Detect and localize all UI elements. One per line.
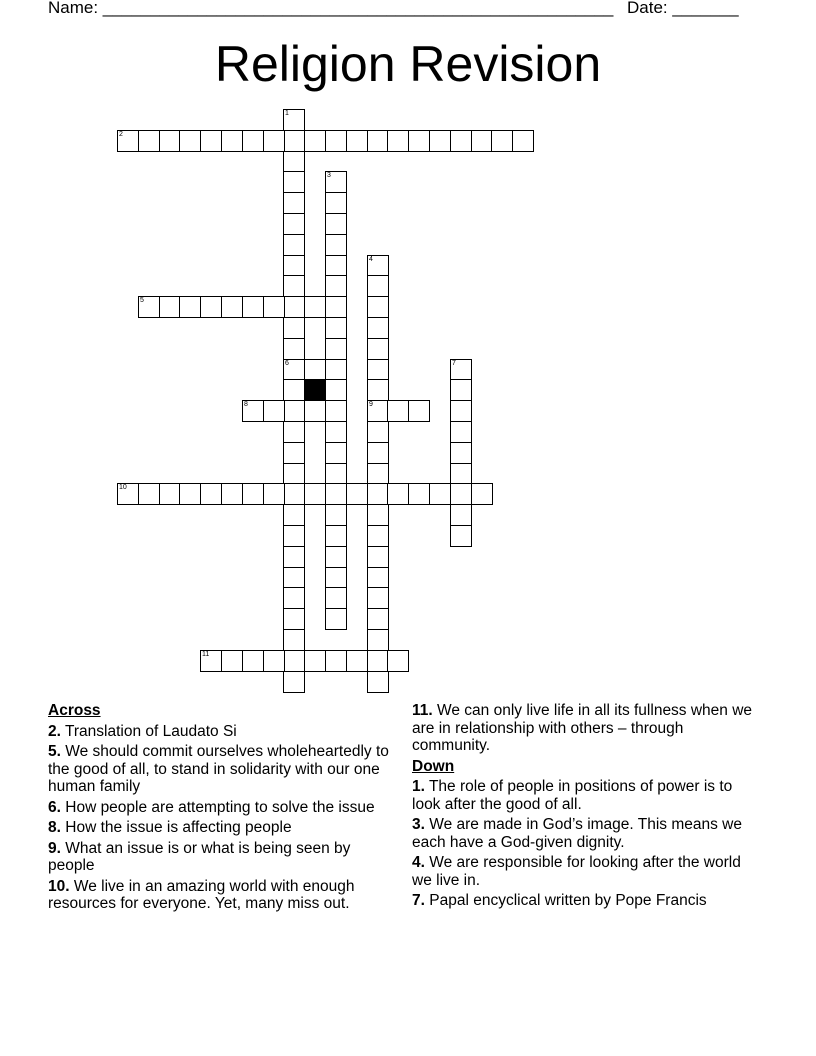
grid-cell[interactable] <box>283 151 305 173</box>
cell-number: 4 <box>369 256 373 263</box>
clue-text: We are responsible for looking after the world we live in. <box>412 854 741 889</box>
grid-cell[interactable] <box>450 130 472 152</box>
grid-cell[interactable] <box>387 483 409 505</box>
grid-cell[interactable] <box>367 442 389 464</box>
across-clue-8 <box>48 819 400 837</box>
grid-cell[interactable] <box>304 483 326 505</box>
grid-cell[interactable] <box>346 483 368 505</box>
clue-text: We can only live life in all its fullness when we are in relationship with others – through community. <box>412 702 753 754</box>
grid-cell[interactable] <box>283 255 305 277</box>
clue-number: 8. <box>48 819 61 836</box>
grid-cell[interactable] <box>367 130 389 152</box>
clue-text: We are made in God’s image. This means we each have a God-given dignity. <box>412 816 742 851</box>
grid-cell[interactable] <box>450 525 472 547</box>
down-heading: Down <box>412 757 455 775</box>
grid-cell[interactable] <box>367 629 389 651</box>
grid-cell[interactable] <box>200 130 222 152</box>
down-clue-3 <box>412 816 762 851</box>
grid-cell[interactable] <box>263 296 285 318</box>
clues-column-left <box>48 702 400 916</box>
grid-cell[interactable] <box>283 442 305 464</box>
grid-cell[interactable] <box>283 546 305 568</box>
clue-number: 4. <box>412 854 425 871</box>
grid-cell[interactable] <box>179 296 201 318</box>
grid-cell[interactable] <box>304 650 326 672</box>
grid-cell[interactable] <box>325 130 347 152</box>
clue-number: 7. <box>412 892 425 909</box>
grid-cell[interactable] <box>367 275 389 297</box>
grid-cell[interactable] <box>325 400 347 422</box>
grid-cell[interactable] <box>242 296 264 318</box>
grid-cell[interactable] <box>367 421 389 443</box>
cell-number: 11 <box>202 651 210 658</box>
cell-number: 10 <box>119 484 127 491</box>
grid-cell[interactable] <box>367 338 389 360</box>
grid-cell[interactable] <box>325 275 347 297</box>
grid-cell[interactable] <box>283 629 305 651</box>
grid-cell[interactable] <box>263 650 285 672</box>
grid-cell[interactable] <box>367 483 389 505</box>
grid-cell[interactable] <box>367 255 389 277</box>
grid-cell[interactable] <box>325 296 347 318</box>
clue-text: The role of people in positions of power is to look after the good of all. <box>412 778 733 813</box>
grid-cell[interactable] <box>221 650 243 672</box>
grid-cell[interactable] <box>242 130 264 152</box>
grid-cell[interactable] <box>325 317 347 339</box>
clue-number: 3. <box>412 816 425 833</box>
grid-cell[interactable] <box>325 525 347 547</box>
cell-number: 2 <box>119 131 123 138</box>
grid-cell[interactable] <box>387 650 409 672</box>
grid-cell[interactable] <box>283 483 305 505</box>
grid-cell[interactable] <box>367 671 389 693</box>
grid-cell[interactable] <box>283 525 305 547</box>
grid-cell[interactable] <box>283 359 305 381</box>
grid-cell[interactable] <box>221 296 243 318</box>
grid-cell[interactable] <box>325 379 347 401</box>
grid-cell[interactable] <box>471 130 493 152</box>
clue-text: We live in an amazing world with enough resources for everyone. Yet, many miss out. <box>48 877 355 912</box>
clue-text: Papal encyclical written by Pope Francis <box>429 892 707 909</box>
grid-cell[interactable] <box>159 130 181 152</box>
grid-cell[interactable] <box>450 463 472 485</box>
grid-cell[interactable] <box>304 130 326 152</box>
grid-cell[interactable] <box>283 379 305 401</box>
grid-cell[interactable] <box>367 608 389 630</box>
grid-cell[interactable] <box>367 359 389 381</box>
grid-cell[interactable] <box>367 400 389 422</box>
down-clue-7 <box>412 892 762 910</box>
grid-cell[interactable] <box>325 255 347 277</box>
grid-cell[interactable] <box>283 130 305 152</box>
grid-cell[interactable] <box>138 130 160 152</box>
grid-cell[interactable] <box>283 421 305 443</box>
grid-cell[interactable] <box>283 463 305 485</box>
grid-cell[interactable] <box>325 504 347 526</box>
grid-cell[interactable] <box>283 213 305 235</box>
grid-cell[interactable] <box>179 483 201 505</box>
grid-cell[interactable] <box>283 317 305 339</box>
grid-cell[interactable] <box>283 338 305 360</box>
grid-cell[interactable] <box>325 546 347 568</box>
grid-cell[interactable] <box>283 504 305 526</box>
grid-cell[interactable] <box>138 296 160 318</box>
grid-cell[interactable] <box>450 400 472 422</box>
grid-cell[interactable] <box>200 296 222 318</box>
grid-cell[interactable] <box>159 296 181 318</box>
grid-cell[interactable] <box>367 650 389 672</box>
grid-cell[interactable] <box>325 608 347 630</box>
grid-cell[interactable] <box>346 130 368 152</box>
grid-cell[interactable] <box>325 483 347 505</box>
cell-number: 1 <box>285 110 289 117</box>
grid-cell[interactable] <box>179 130 201 152</box>
grid-cell[interactable] <box>450 359 472 381</box>
clues-column-right <box>412 702 762 913</box>
grid-cell[interactable] <box>242 483 264 505</box>
grid-cell[interactable] <box>408 483 430 505</box>
clue-text: What an issue is or what is being seen by people <box>48 839 351 874</box>
grid-cell[interactable] <box>263 400 285 422</box>
down-clue-1 <box>412 778 762 813</box>
grid-cell[interactable] <box>283 234 305 256</box>
grid-cell[interactable] <box>408 130 430 152</box>
date-field-label: Date: _______ <box>627 0 739 17</box>
grid-cell[interactable] <box>450 421 472 443</box>
grid-cell[interactable] <box>242 650 264 672</box>
grid-cell[interactable] <box>429 130 451 152</box>
grid-cell[interactable] <box>429 483 451 505</box>
clue-number: 2. <box>48 722 61 740</box>
cell-number: 8 <box>244 401 248 408</box>
across-clue-10 <box>48 878 400 913</box>
grid-cell[interactable] <box>367 587 389 609</box>
grid-cell[interactable] <box>325 567 347 589</box>
grid-cell[interactable] <box>408 400 430 422</box>
grid-cell[interactable] <box>450 442 472 464</box>
grid-cell[interactable] <box>283 275 305 297</box>
grid-cell[interactable] <box>450 504 472 526</box>
across-clue-6 <box>48 799 400 817</box>
grid-cell[interactable] <box>367 546 389 568</box>
grid-cell[interactable] <box>325 213 347 235</box>
grid-cell[interactable] <box>325 587 347 609</box>
grid-cell[interactable] <box>283 171 305 193</box>
across-clue-5 <box>48 743 400 796</box>
grid-cell[interactable] <box>263 483 285 505</box>
grid-cell[interactable] <box>367 317 389 339</box>
grid-cell[interactable] <box>283 192 305 214</box>
grid-cell[interactable] <box>304 400 326 422</box>
grid-cell[interactable] <box>450 483 472 505</box>
cell-number: 5 <box>140 297 144 304</box>
grid-cell[interactable] <box>325 359 347 381</box>
grid-cell[interactable] <box>325 234 347 256</box>
grid-cell[interactable] <box>242 400 264 422</box>
clue-text: Translation of Laudato Si <box>64 722 237 740</box>
page-title: Religion Revision <box>214 36 602 92</box>
grid-cell[interactable] <box>138 483 160 505</box>
grid-cell[interactable] <box>200 650 222 672</box>
grid-cell[interactable] <box>325 192 347 214</box>
grid-cell[interactable] <box>283 109 305 131</box>
grid-cell[interactable] <box>367 379 389 401</box>
grid-cell[interactable] <box>325 171 347 193</box>
grid-cell[interactable] <box>221 483 243 505</box>
clue-number: 9. <box>48 839 61 857</box>
grid-cell[interactable] <box>283 650 305 672</box>
grid-cell[interactable] <box>283 671 305 693</box>
grid-cell[interactable] <box>117 483 139 505</box>
clue-text: How the issue is affecting people <box>65 819 292 836</box>
cell-number: 3 <box>327 172 331 179</box>
grid-cell[interactable] <box>491 130 513 152</box>
cell-number: 7 <box>452 360 456 367</box>
grid-cell[interactable] <box>263 130 285 152</box>
across-clue-2 <box>48 723 400 741</box>
clue-text: We should commit ourselves wholeheartedly to the good of all, to stand in solidarity with our one human family <box>48 743 389 795</box>
clue-number: 10. <box>48 877 70 895</box>
grid-cell[interactable] <box>159 483 181 505</box>
clue-number: 11. <box>412 702 433 719</box>
down-clue-4 <box>412 854 762 889</box>
grid-cell[interactable] <box>387 130 409 152</box>
cell-number: 6 <box>285 360 289 367</box>
grid-cell[interactable] <box>367 567 389 589</box>
grid-cell[interactable] <box>283 608 305 630</box>
grid-cell[interactable] <box>471 483 493 505</box>
grid-cell[interactable] <box>283 567 305 589</box>
clue-number: 1. <box>412 778 425 795</box>
cell-number: 9 <box>369 401 373 408</box>
grid-cell[interactable] <box>512 130 534 152</box>
across-clue-11 <box>412 702 762 755</box>
grid-cell[interactable] <box>283 296 305 318</box>
grid-cell[interactable] <box>221 130 243 152</box>
clue-text: How people are attempting to solve the issue <box>65 798 375 816</box>
grid-cell[interactable] <box>283 400 305 422</box>
grid-cell[interactable] <box>367 296 389 318</box>
grid-cell[interactable] <box>387 400 409 422</box>
clue-number: 6. <box>48 798 61 816</box>
grid-cell[interactable] <box>117 130 139 152</box>
across-heading: Across <box>48 702 101 719</box>
grid-cell[interactable] <box>450 379 472 401</box>
grid-cell[interactable] <box>367 525 389 547</box>
grid-cell[interactable] <box>283 587 305 609</box>
name-field-label: Name: ______________________________________________________ <box>48 0 614 17</box>
grid-cell[interactable] <box>367 504 389 526</box>
grid-cell[interactable] <box>325 442 347 464</box>
grid-cell[interactable] <box>346 650 368 672</box>
grid-cell[interactable] <box>367 463 389 485</box>
grid-block <box>304 379 326 401</box>
grid-cell[interactable] <box>304 296 326 318</box>
grid-cell[interactable] <box>325 421 347 443</box>
grid-cell[interactable] <box>325 338 347 360</box>
grid-cell[interactable] <box>325 650 347 672</box>
clue-number: 5. <box>48 743 61 760</box>
grid-cell[interactable] <box>200 483 222 505</box>
grid-cell[interactable] <box>325 463 347 485</box>
grid-cell[interactable] <box>304 359 326 381</box>
across-clue-9 <box>48 840 400 875</box>
